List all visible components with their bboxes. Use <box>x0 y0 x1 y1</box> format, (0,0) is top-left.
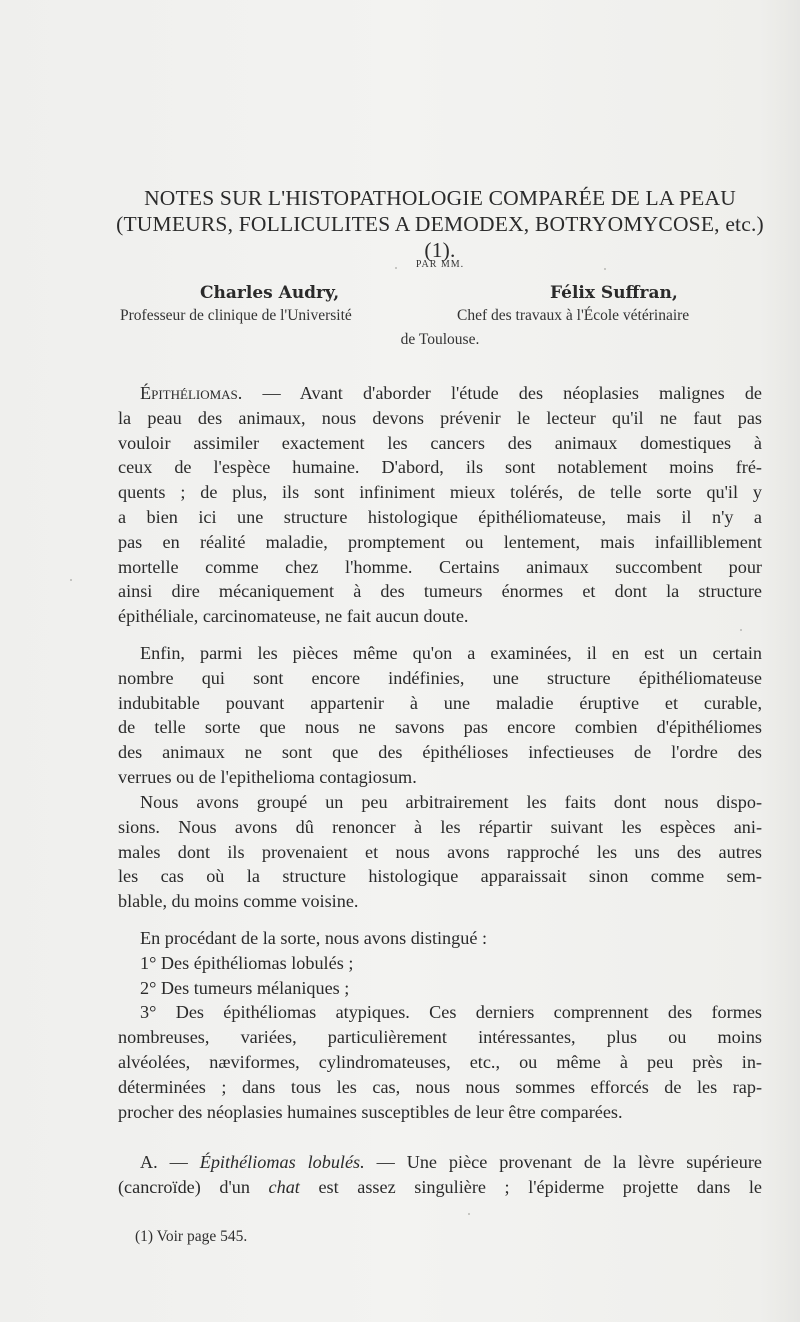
article-title-line-1: NOTES SUR L'HISTOPATHOLOGIE COMPARÉE DE LA PEAU <box>144 186 736 210</box>
emphasis-chat: chat <box>268 1176 300 1197</box>
text-line: déterminées ; dans tous les cas, nous nous sommes efforcés de les rap- <box>118 1076 762 1097</box>
author-name-audry: Charles Audry, <box>200 283 340 303</box>
text-line: nombre qui sont encore indéfinies, une structure épithéliomateuse <box>118 667 762 688</box>
author-name-suffran: Félix Suffran, <box>550 283 678 303</box>
affiliation-city: de Toulouse. <box>400 331 480 348</box>
paper-speck <box>395 267 397 269</box>
text-line: males dont ils provenaient et nous avons rapproché les uns des autres <box>118 841 762 862</box>
text-line: de telle sorte que nous ne savons pas encore combien d'épithéliomes <box>118 717 762 738</box>
text-line: A. — Épithéliomas lobulés. — Une pièce provenant de la lèvre supérieure <box>140 1152 762 1172</box>
author-affiliation-audry: Professeur de clinique de l'Université <box>120 307 352 324</box>
text-line: Enfin, parmi les pièces même qu'on a examinées, il en est un certain <box>140 643 762 663</box>
section-label-a: A. — <box>140 1152 200 1172</box>
text-line: nombreuses, variées, particulièrement intéressantes, plus ou moins <box>118 1027 762 1048</box>
byline-label: PAR MM. <box>415 259 465 270</box>
text-line: alvéolées, næviformes, cylindromateuses, etc., ou même à peu près in- <box>118 1051 762 1072</box>
paragraph-groupe <box>118 790 762 914</box>
text-line: des animaux ne sont que des épithélioses infectieuses de l'ordre des <box>118 742 762 763</box>
section-heading-epitheliomas: Épithéliomas. <box>140 383 243 403</box>
paper-speck <box>70 579 72 581</box>
list-item-2: 2° Des tumeurs mélaniques ; <box>140 977 350 998</box>
text-line: verrues ou de l'epithelioma contagiosum. <box>118 766 417 787</box>
paragraph-epitheliomas <box>118 381 762 629</box>
text-line: a bien ici une structure histologique épithéliomateuse, mais il n'y a <box>118 506 762 527</box>
paper-speck <box>740 629 742 631</box>
paper-speck <box>604 268 606 270</box>
list-item-1: 1° Des épithéliomas lobulés ; <box>140 952 354 973</box>
text-line: Épithéliomas. — Avant d'aborder l'étude des néoplasies malignes de <box>140 383 762 403</box>
text-line: indubitable pouvant appartenir à une maladie éruptive et curable, <box>118 692 762 713</box>
paragraph-section-a <box>118 1150 762 1200</box>
paragraph-procedant <box>118 926 762 1124</box>
text-line: procher des néoplasies humaines susceptibles de leur être comparées. <box>118 1101 623 1122</box>
author-affiliation-suffran: Chef des travaux à l'École vétérinaire <box>457 307 690 324</box>
section-heading-epitheliomas-lobules: Épithéliomas lobulés. <box>199 1152 365 1172</box>
paper-speck <box>468 1213 470 1215</box>
list-item-3: 3° Des épithéliomas atypiques. Ces derniers comprennent des formes <box>140 1002 762 1023</box>
text-line: épithéliale, carcinomateuse, ne fait aucun doute. <box>118 606 469 627</box>
text-line: mortelle comme chez l'homme. Certains animaux succombent pour <box>118 556 762 577</box>
text-line: quents ; de plus, ils sont infiniment mieux tolérés, de telle sorte qu'il y <box>118 482 762 503</box>
text-line: vouloir assimiler exactement les cancers des animaux domestiques à <box>118 432 762 453</box>
text-line: (cancroïde) d'un chat est assez singulière ; l'épiderme projette dans le <box>118 1176 762 1197</box>
text-line: sions. Nous avons dû renoncer à les répartir suivant les espèces ani- <box>118 816 762 837</box>
text-line: Nous avons groupé un peu arbitrairement les faits dont nous dispo- <box>140 792 762 812</box>
text-line: la peau des animaux, nous devons prévenir le lecteur qu'il ne faut pas <box>118 407 762 428</box>
text-line: ainsi dire mécaniquement à des tumeurs énormes et dont la structure <box>118 581 762 602</box>
article-title-line-2: (TUMEURS, FOLLICULITES A DEMODEX, BOTRYOMYCOSE, etc.) (1). <box>116 212 764 262</box>
text-line: les cas où la structure histologique apparaissait sinon comme sem- <box>118 866 762 887</box>
text-line: pas en réalité maladie, promptement ou lentement, mais infailliblement <box>118 531 762 552</box>
paragraph-enfin <box>118 641 762 790</box>
text-line: blable, du moins comme voisine. <box>118 891 359 912</box>
footnote: (1) Voir page 545. <box>135 1228 248 1245</box>
text-line: En procédant de la sorte, nous avons distingué : <box>140 928 488 948</box>
text-line: ceux de l'espèce humaine. D'abord, ils sont notablement moins fré- <box>118 457 762 478</box>
